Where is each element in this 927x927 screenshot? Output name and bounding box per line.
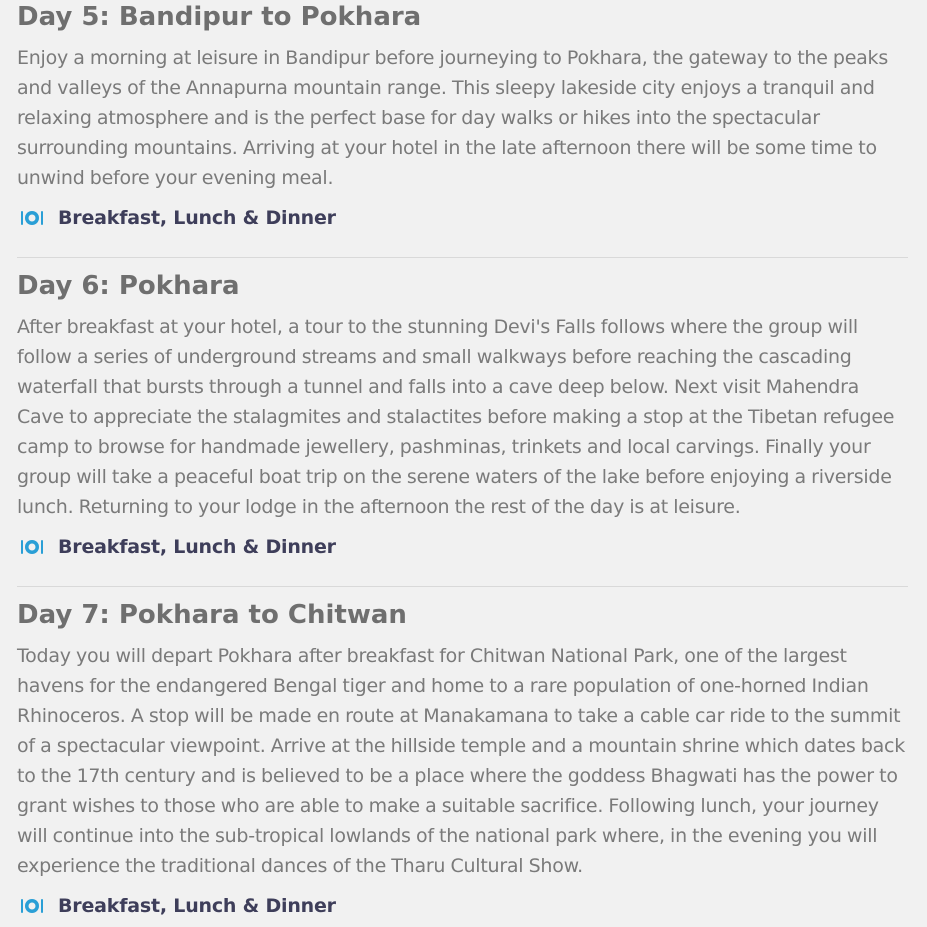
day-7-meals [17,895,909,917]
divider [17,257,908,258]
day-6-meals-label: Breakfast, Lunch & Dinner [58,536,336,558]
day-7-meals-label: Breakfast, Lunch & Dinner [58,895,336,917]
day-6-meals [17,536,909,558]
day-7-section [17,598,909,917]
day-6-title: Day 6: Pokhara [17,271,240,301]
day-6-section [17,269,909,558]
day-5-meals-label: Breakfast, Lunch & Dinner [58,207,336,229]
plate-cutlery-icon [20,538,44,556]
plate-cutlery-icon [20,897,44,915]
day-7-title: Day 7: Pokhara to Chitwan [17,600,407,630]
day-6-description: After breakfast at your hotel, a tour to the stunning Devi's Falls follows where the group will follow a series of underground streams and small walkways before reaching the cascading waterfall that bursts through a tunnel and falls into a cave deep below. Next visit Mahendra Cave to appreciate the stalagmites and stalactites before making a stop at the Tibetan refugee camp to browse for handmade jewellery, pashminas, trinkets and local carvings. Finally your group will take a peaceful boat trip on the serene waters of the lake before enjoying a riverside lunch. Returning to your lodge in the afternoon the rest of the day is at leisure. [17,316,895,518]
day-5-section [17,0,909,229]
divider [17,586,908,587]
plate-cutlery-icon [20,209,44,227]
day-5-description: Enjoy a morning at leisure in Bandipur before journeying to Pokhara, the gateway to the peaks and valleys of the Annapurna mountain range. This sleepy lakeside city enjoys a tranquil and relaxing atmosphere and is the perfect base for day walks or hikes into the spectacular surrounding mountains. Arriving at your hotel in the late afternoon there will be some time to unwind before your evening meal. [17,47,888,189]
day-7-description: Today you will depart Pokhara after breakfast for Chitwan National Park, one of the largest havens for the endangered Bengal tiger and home to a rare population of one-horned Indian Rhinoceros. A stop will be made en route at Manakamana to take a cable car ride to the summit of a spectacular viewpoint. Arrive at the hillside temple and a mountain shrine which dates back to the 17th century and is believed to be a place where the goddess Bhagwati has the power to grant wishes to those who are able to make a suitable sacrifice. Following lunch, your journey will continue into the sub-tropical lowlands of the national park where, in the evening you will experience the traditional dances of the Tharu Cultural Show. [17,645,905,877]
day-5-meals [17,207,909,229]
day-5-title: Day 5: Bandipur to Pokhara [17,2,422,32]
